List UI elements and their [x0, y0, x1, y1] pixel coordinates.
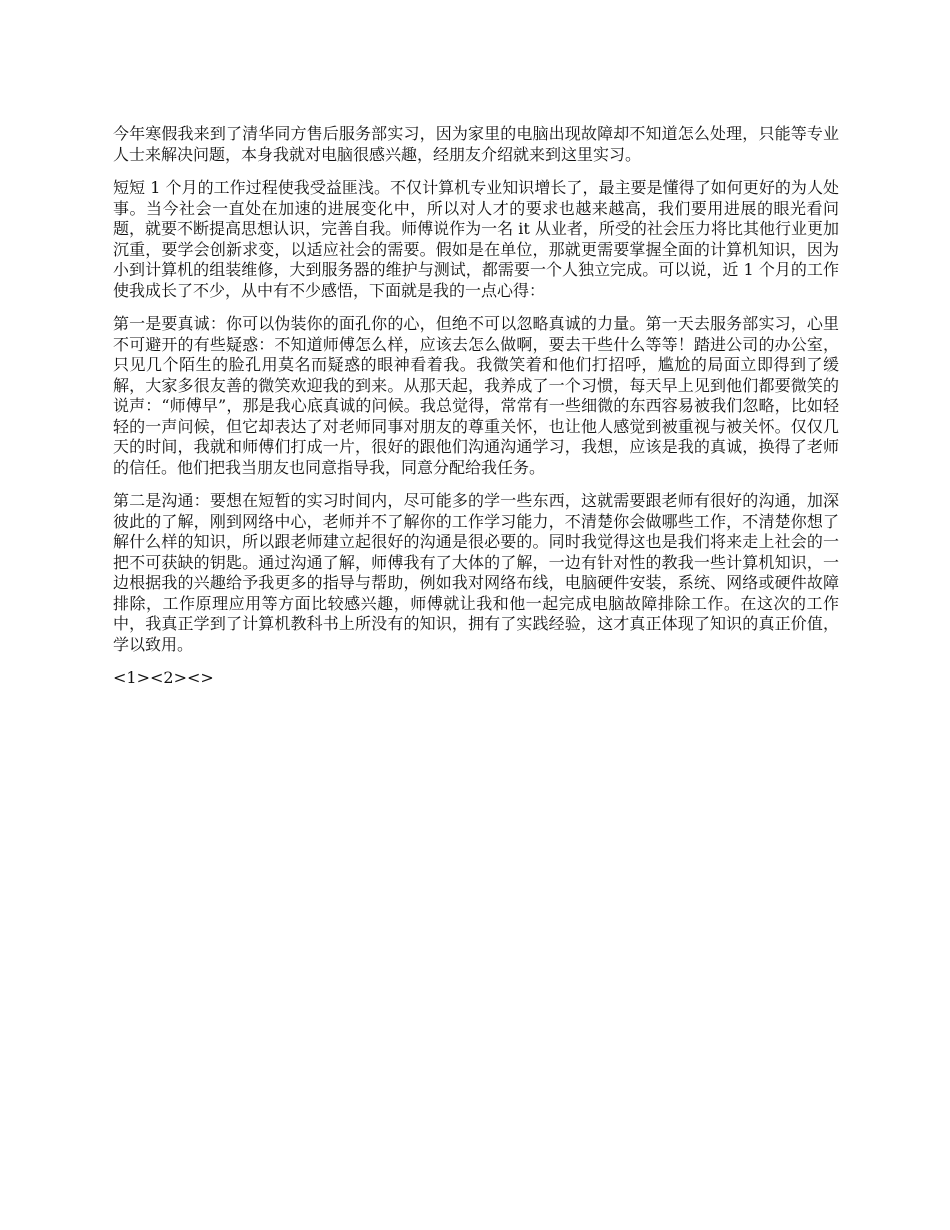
paragraph-intro: 今年寒假我来到了清华同方售后服务部实习，因为家里的电脑出现故障却不知道怎么处理，只能等专业人士来解决问题，本身我就对电脑很感兴趣，经朋友介绍就来到这里实习。	[113, 124, 839, 164]
pagination[interactable]: <1><2><>	[113, 668, 214, 687]
paragraph-communication: 第二是沟通：要想在短暂的实习时间内，尽可能多的学一些东西，这就需要跟老师有很好的沟通，加深彼此的了解，刚到网络中心，老师并不了解你的工作学习能力，不清楚你会做哪些工作，不清楚你想了解什么样的知识，所以跟老师建立起很好的沟通是很必要的。同时我觉得这也是我们将来走上社会的一把不可获缺的钥匙。通过沟通了解，师傅我有了大体的了解，一边有针对性的教我一些计算机知识，一边根据我的兴趣给予我更多的指导与帮助，例如我对网络布线，电脑硬件安装，系统、网络或硬件故障排除，工作原理应用等方面比较感兴趣，师傅就让我和他一起完成电脑故障排除工作。在这次的工作中，我真正学到了计算机教科书上所没有的知识，拥有了实践经验，这才真正体现了知识的真正价值，学以致用。	[113, 491, 839, 654]
article-body	[113, 124, 839, 688]
paragraph-sincerity: 第一是要真诚：你可以伪装你的面孔你的心，但绝不可以忽略真诚的力量。第一天去服务部实习，心里不可避开的有些疑惑：不知道师傅怎么样，应该去怎么做啊，要去干些什么等等！踏进公司的办公室，只见几个陌生的脸孔用莫名而疑惑的眼神看着我。我微笑着和他们打招呼，尴尬的局面立即得到了缓解，大家多很友善的微笑欢迎我的到来。从那天起，我养成了一个习惯，每天早上见到他们都要微笑的说声：“师傅早”，那是我心底真诚的问候。我总觉得，常常有一些细微的东西容易被我们忽略，比如轻轻的一声问候，但它却表达了对老师同事对朋友的尊重关怀，也让他人感觉到被重视与被关怀。仅仅几天的时间，我就和师傅们打成一片，很好的跟他们沟通沟通学习，我想，应该是我的真诚，换得了老师的信任。他们把我当朋友也同意指导我，同意分配给我任务。	[113, 314, 839, 477]
paragraph-experience: 短短 1 个月的工作过程使我受益匪浅。不仅计算机专业知识增长了，最主要是懂得了如何更好的为人处事。当今社会一直处在加速的进展变化中，所以对人才的要求也越来越高，我们要用进展的眼光看问题，就要不断提高思想认识，完善自我。师傅说作为一名 it 从业者，所受的社会压力将比其他行业更加沉重，要学会创新求变，以适应社会的需要。假如是在单位，那就更需要掌握全面的计算机知识，因为小到计算机的组装维修，大到服务器的维护与测试，都需要一个人独立完成。可以说，近 1 个月的工作使我成长了不少，从中有不少感悟，下面就是我的一点心得：	[113, 178, 839, 300]
